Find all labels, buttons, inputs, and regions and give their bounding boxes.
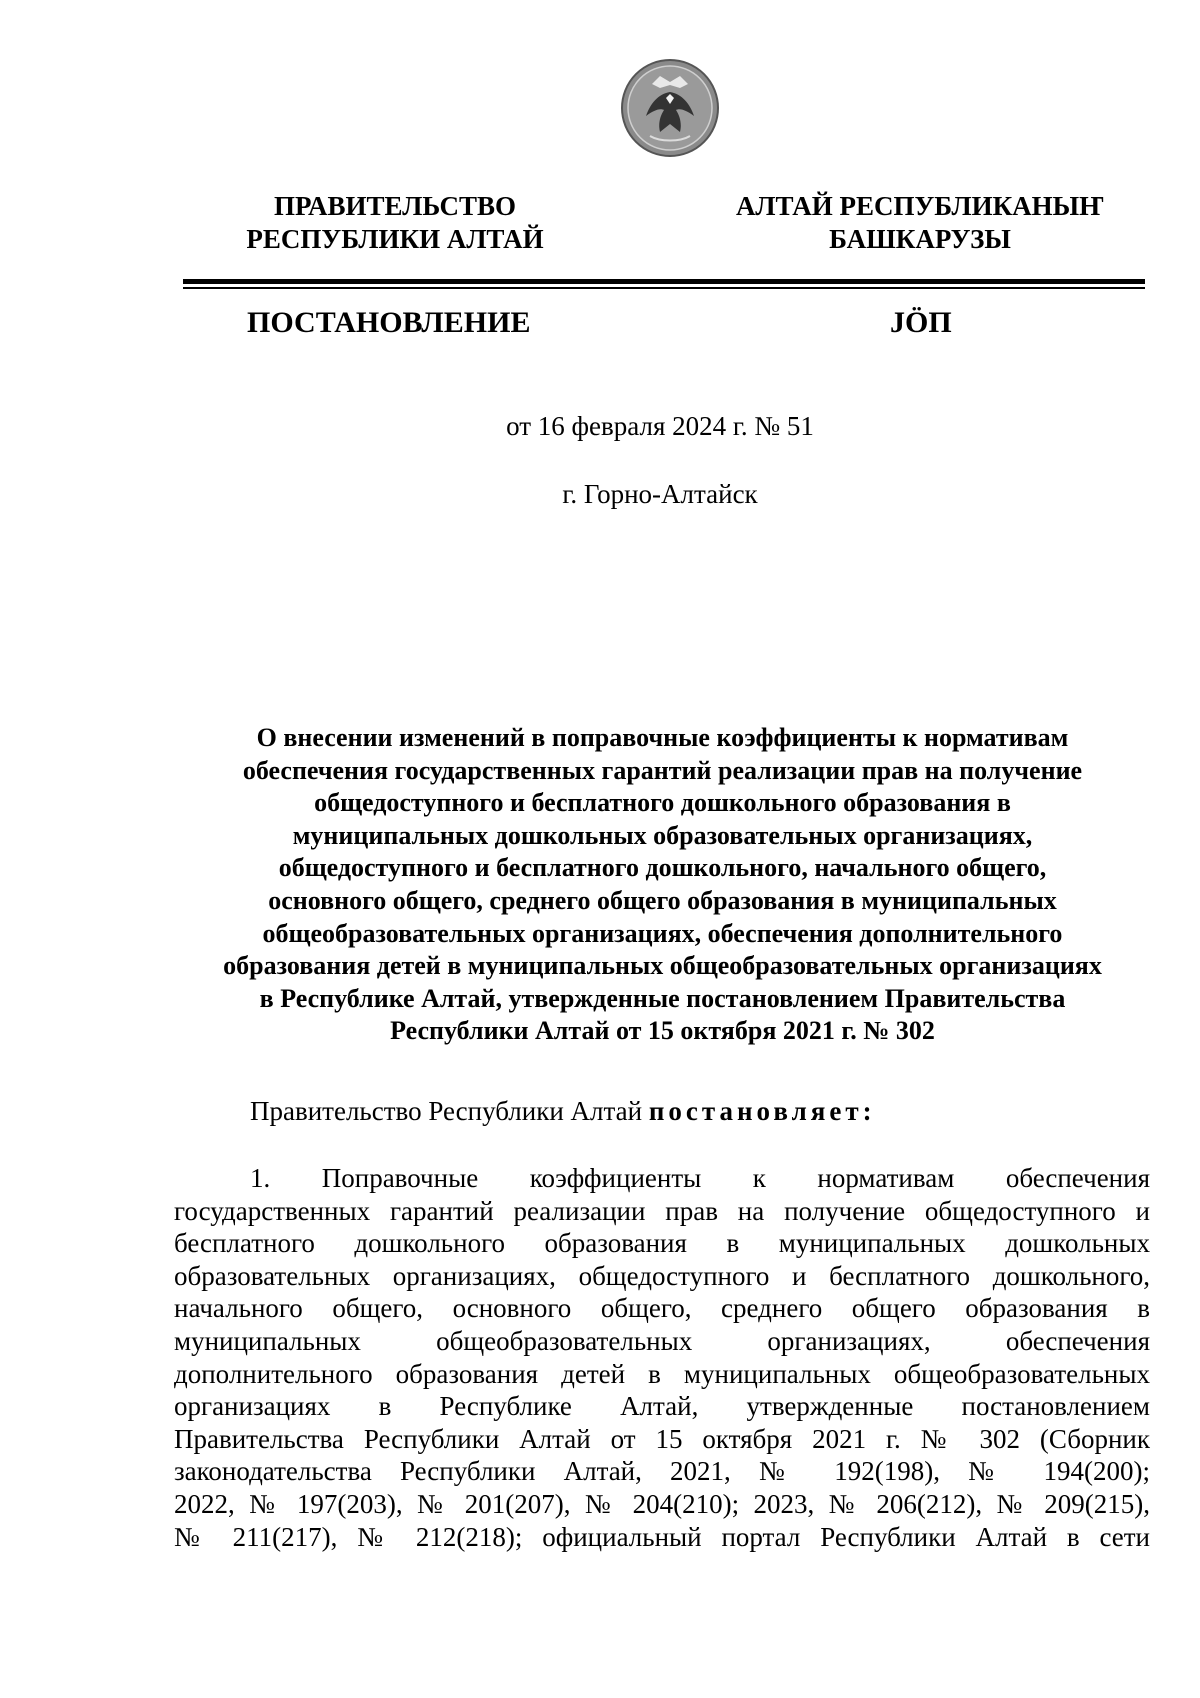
paragraph-line: организациях в Республике Алтай, утвержденные постановлением [174,1391,1150,1422]
paragraph-line: законодательства Республики Алтай, 2021, № 192(198), № 194(200); [174,1456,1150,1487]
paragraph-line: № 211(217), № 212(218); официальный портал Республики Алтай в сети [174,1521,1150,1552]
paragraph-line: бесплатного дошкольного образования в муниципальных дошкольных [174,1228,1150,1259]
preamble-text: Правительство Республики Алтай [250,1096,649,1126]
paragraph-line: дополнительного образования детей в муниципальных общеобразовательных [174,1358,1150,1389]
header-left [230,190,560,256]
document-city: г. Горно-Алтайск [562,479,758,509]
paragraph-line: муниципальных общеобразовательных организациях, обеспечения [174,1325,1150,1356]
preamble [250,1095,876,1127]
preamble-emphasis: постановляет: [648,1096,876,1126]
header-right-line: БАШКАРУЗЫ [829,224,1011,254]
title-line: муниципальных дошкольных образовательных организациях, [292,820,1033,850]
divider-thin-line [183,287,1145,289]
document-title [175,722,1150,1048]
header-left-line: РЕСПУБЛИКИ АЛТАЙ [246,224,544,254]
divider-thick-line [183,279,1145,284]
header-divider [183,279,1145,291]
title-line: обеспечения государственных гарантий реализации прав на получение [242,755,1083,785]
title-line: основного общего, среднего общего образования в муниципальных [268,885,1057,915]
coat-of-arms-icon [620,58,720,158]
paragraph-line: 2022, № 197(203), № 201(207), № 204(210); 2023, № 206(212), № 209(215), [174,1488,1150,1519]
paragraph-line: образовательных организациях, общедоступного и бесплатного дошкольного, [174,1260,1150,1291]
header-right-line: АЛТАЙ РЕСПУБЛИКАНЫҤ [735,191,1105,221]
title-line: общедоступного и бесплатного дошкольного, начального общего, [278,853,1047,883]
document-date-number: от 16 февраля 2024 г. № 51 [506,411,814,441]
paragraph-line: 1. Поправочные коэффициенты к нормативам обеспечения [250,1163,1150,1193]
doc-type-russian: ПОСТАНОВЛЕНИЕ [247,306,531,339]
title-line: Республики Алтай от 15 октября 2021 г. № 302 [390,1016,935,1046]
title-line: общедоступного и бесплатного дошкольного образования в [314,788,1011,818]
title-line: общеобразовательных организациях, обеспечения дополнительного [262,918,1063,948]
header-left-line: ПРАВИТЕЛЬСТВО [273,191,517,221]
doc-type-altai: JӦП [890,306,952,339]
header-right [725,190,1115,256]
title-line: О внесении изменений в поправочные коэффициенты к нормативам [256,723,1069,752]
title-line: в Республике Алтай, утвержденные постановлением Правительства [259,983,1066,1013]
paragraph-line: Правительства Республики Алтай от 15 октября 2021 г. № 302 (Сборник [174,1423,1150,1454]
paragraph-line: государственных гарантий реализации прав на получение общедоступного и [174,1195,1150,1226]
paragraph-line: начального общего, основного общего, среднего общего образования в [174,1293,1150,1324]
paragraph-1 [174,1162,1150,1553]
title-line: образования детей в муниципальных общеобразовательных организациях [223,951,1102,981]
